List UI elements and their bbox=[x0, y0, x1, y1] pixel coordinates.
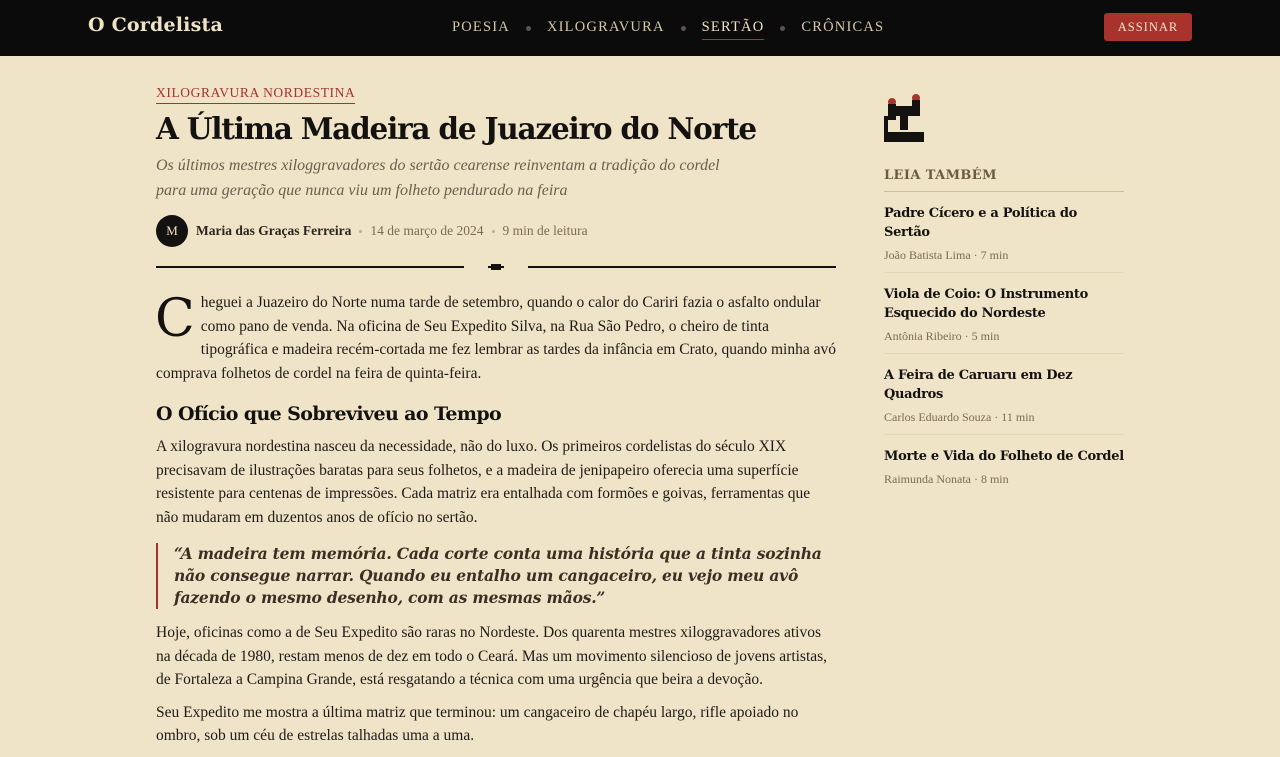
nav-item-xilogravura[interactable]: XILOGRAVURA bbox=[546, 19, 665, 35]
divider-line-right bbox=[528, 266, 836, 268]
article-paragraph: Seu Expedito me mostra a última matriz que terminou: um cangaceiro de chapéu largo, rifle apoiado no ombro, sob um céu de estrelas talhadas uma a uma. bbox=[156, 703, 799, 744]
nav-item-cronicas[interactable]: CRÔNICAS bbox=[801, 19, 885, 35]
related-articles-list bbox=[884, 192, 1124, 496]
divider-line-left bbox=[156, 266, 464, 268]
sidebar bbox=[884, 94, 1124, 496]
drop-cap: C bbox=[155, 289, 195, 349]
nav-separator-dot bbox=[526, 26, 531, 31]
related-article[interactable] bbox=[884, 273, 1124, 354]
related-article[interactable] bbox=[884, 354, 1124, 435]
related-article-meta: Antônia Ribeiro · 5 min bbox=[884, 329, 1000, 343]
related-article-title[interactable]: Viola de Coio: O Instrumento Esquecido do Nordeste bbox=[884, 287, 1088, 321]
pull-quote: “A madeira tem memória. Cada corte conta uma história que a tinta sozinha não consegue narrar. Quando eu entalho um cangaceiro, eu vejo meu avô fazendo o mesmo desenho, com as mesmas mãos.” bbox=[156, 543, 836, 609]
nav-item-poesia[interactable]: POESIA bbox=[452, 19, 510, 35]
diamond-ornament-icon bbox=[488, 263, 504, 271]
related-article-title[interactable]: Padre Cícero e a Política do Sertão bbox=[884, 206, 1077, 240]
nav-separator-dot bbox=[681, 26, 686, 31]
related-article[interactable] bbox=[884, 192, 1124, 273]
article-paragraph: Hoje, oficinas como a de Seu Expedito são raras no Nordeste. Dos quarenta mestres xiloggravadores ativos na década de 1980, restam menos de dez em todo o Ceará. Mas um movimento silencioso de jovens artistas, de Fortaleza a Campina Grande, está resgatando a técnica com uma urgência que beira a devoção. bbox=[156, 624, 828, 688]
article-kicker[interactable]: XILOGRAVURA NORDESTINA bbox=[156, 84, 355, 104]
related-article[interactable] bbox=[884, 435, 1124, 496]
publish-date: 14 de março de 2024 bbox=[370, 223, 484, 238]
meta-separator-dot bbox=[492, 230, 495, 233]
article-subheading: O Ofício que Sobreviveu ao Tempo bbox=[156, 403, 502, 425]
paragraph-text: heguei a Juazeiro do Norte numa tarde de setembro, quando o calor do Cariri fazia o asfalto ondular como pano de venda. Na oficina de Seu Expedito Silva, na Rua São Pedro, o cheiro de tinta tipográfica e madeira recém-cortada me fez lembrar as tardes da infância em Crato, quando minha avó comprava folhetos de cordel na feira de quinta-feira. bbox=[156, 294, 836, 382]
read-time: 9 min de leitura bbox=[502, 223, 588, 238]
article-divider bbox=[156, 263, 836, 271]
article-body bbox=[156, 291, 836, 748]
article-paragraph bbox=[156, 291, 836, 385]
meta-separator-dot bbox=[359, 230, 362, 233]
article-dek: Os últimos mestres xiloggravadores do sertão cearense reinventam a tradição do cordel para uma geração que nunca viu um folheto pendurado na feira bbox=[156, 157, 720, 199]
sidebar-title: LEIA TAMBÉM bbox=[884, 168, 1124, 192]
site-logo[interactable]: O Cordelista bbox=[88, 14, 223, 36]
nav-item-sertao[interactable]: SERTÃO bbox=[702, 17, 765, 40]
main-nav bbox=[452, 17, 884, 39]
author-avatar[interactable]: M bbox=[156, 215, 188, 247]
related-article-title[interactable]: Morte e Vida do Folheto de Cordel bbox=[884, 449, 1124, 464]
article-paragraph: A xilogravura nordestina nasceu da necessidade, não do luxo. Os primeiros cordelistas do século XIX precisavam de ilustrações baratas para seus folhetos, e a madeira de jenipapeiro oferecia uma superfície resistente para centenas de impressões. Cada matriz era entalhada com formões e goivas, ferramentas que não mudaram em duzentos anos de ofício no sertão. bbox=[156, 438, 811, 526]
author-name[interactable]: Maria das Graças Ferreira bbox=[196, 223, 352, 238]
related-article-meta: Raimunda Nonata · 8 min bbox=[884, 472, 1009, 486]
article bbox=[156, 82, 836, 757]
subscribe-button[interactable]: ASSINAR bbox=[1104, 13, 1192, 41]
related-article-meta: João Batista Lima · 7 min bbox=[884, 248, 1009, 262]
article-headline: A Última Madeira de Juazeiro do Norte bbox=[156, 111, 756, 146]
woodcut-figure-icon bbox=[884, 94, 926, 142]
top-navigation-bar bbox=[0, 0, 1280, 56]
related-article-meta: Carlos Eduardo Souza · 11 min bbox=[884, 410, 1035, 424]
related-article-title[interactable]: A Feira de Caruaru em Dez Quadros bbox=[884, 368, 1073, 402]
nav-separator-dot bbox=[780, 26, 785, 31]
byline bbox=[156, 215, 836, 247]
